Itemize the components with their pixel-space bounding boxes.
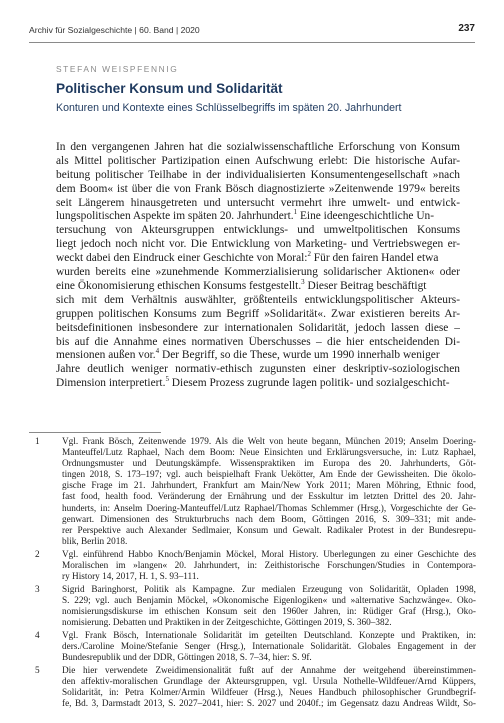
footnote-ref-1[interactable]: 1 [293,208,298,217]
footnote-line: Ordnungsmuster und Deutungskämpfe. Wissenspraktiken im Europa des 20. Jahrhunderts, Göt- [62,459,476,470]
footnotes [29,437,476,712]
body-line: wurden bereits eine »zunehmende Kommerzialisierung solidarischer Aktionen« oder [56,266,460,279]
footnote-number: 1 [35,437,40,447]
footnote-line: Die hier verwendete Zweidimensionalität fußt auf der Annahme der weitgehend übereinstimmen- [62,665,476,676]
body-line: In den vergangenen Jahren hat die sozialwissenschaftliche Erforschung von Konsum [56,141,460,153]
footnote-ref-4[interactable]: 4 [155,347,160,356]
footnote-line: hunderts, in: Anselm Doering-Manteuffel/Lutz Raphael/Thomas Schlemmer (Hrsg.), Vorgeschichte der Ge- [62,503,476,514]
article-title: Politischer Konsum und Solidarität [56,81,283,96]
footnote-line: nomisierungsdiskurse im ethischen Konsum seit den 1960er Jahren, in: Rüdiger Graf (Hrsg.), Öko- [62,606,476,617]
body-line: seit Längerem hinausgetreten und untersucht vermehrt ihre umwelt- und entwick- [56,196,460,209]
footnote-line: Vgl. Frank Bösch, Internationale Solidarität im geteilten Deutschland. Konzepte und Praktiken, in: [62,630,476,641]
footnote-line: Sigrid Baringhorst, Politik als Kampagne. Zur medialen Erzeugung von Solidarität, Opladen 1998, [62,584,476,595]
body-line: als Mittel politischer Partizipation einen Aufschwung erlebt: Die historische Aufar- [56,154,460,167]
footnote-line: ders./Caroline Moine/Stefanie Senger (Hrsg.), Internationale Solidarität. Globales Engagement in der [62,641,476,652]
body-line: beitung politischer Teilhabe in der individualisierten Konsumentengesellschaft »nach [56,168,460,181]
body-line: gruppen politischen Konsums zum Begriff »Solidarität«. Zwar existieren bereits Ar- [56,307,460,320]
body-line: lungspolitischen Aspekte im späten 20. Jahrhundert.$^1$ Eine ideengeschichtliche Un- [56,208,435,223]
body-line: bis auf die Annahme eines normativen Überschusses – die hier entscheidenden Di- [56,335,460,348]
footnote-2 [29,550,476,583]
footnote-line: Solidarität, in: Petra Kolmer/Armin Wildfeuer (Hrsg.), Neues Handbuch philosophischer Grundbegrif- [62,687,476,698]
journal-info: Archiv für Sozialgeschichte | 60. Band | 2020 [29,25,200,35]
body-line: dem Boom« ist über die von Frank Bösch diagnostizierte »Zeitenwende 1979« bereits [56,182,460,195]
body-line: sich mit dem Verhältnis auswählter, größtenteils entwicklungspolitischer Akteurs- [56,293,460,306]
footnote-number: 2 [35,549,40,560]
footnote-line: ry History 14, 2017, H. 1, S. 93–111. [62,571,199,582]
footnote-line: nomisierung. Debatten und Praktiken in der Zeitgeschichte, Göttingen 2019, S. 360–382. [62,617,392,628]
body-line: mensionen außen vor.$^4$ Der Begriff, so die These, wurde um 1990 innerhalb weniger [56,347,440,362]
body-line: beitsdefinitionen insbesondere zur internationalen Solidarität, jedoch lassen diese – [56,321,460,334]
footnote-line: fe, Bd. 3, Darmstadt 2013, S. 2027–2041, hier: S. 2027 und 2040f.; im Gegensatz dazu Andreas Wildt, So- [62,698,476,709]
footnote-line: S. 229; vgl. auch Benjamin Möckel, »Ökonomische Eigenlogiken« und »alternative Sachzwänge«. Öko- [62,595,476,606]
footnote-ref-3[interactable]: 3 [301,278,305,287]
body-line: weckt dabei den Eindruck einer Geschichte von Moral:$^2$ Für den fairen Handel etwa [56,250,439,265]
footnote-line: Bundesrepublik und der DDR, Göttingen 2018, S. 7–34, hier: S. 9f. [62,652,312,663]
footnote-line: Vgl. Frank Bösch, Zeitenwende 1979. Als die Welt von heute begann, München 2019; Anselm Doering- [62,437,476,447]
footnote-line: gische Frage im 21. Jahrhundert, Frankfurt am Main/New York 2011; Maren Möhring, Ethnic food, [62,481,476,492]
footnote-divider [29,432,161,433]
footnote-line: Moralischen im »langen« 20. Jahrhundert, in: Zeithistorische Forschungen/Studies in Contempora- [62,560,476,571]
footnote-line: blik, Berlin 2018. [62,536,128,547]
footnote-line: tingen 2018, S. 173–197; vgl. auch beispielhaft Frank Uekötter, Am Ende der Gewissheiten. Die ökolo- [62,470,476,481]
footnote-ref-2[interactable]: 2 [307,250,311,259]
footnote-line: Manteuffel/Lutz Raphael, Nach dem Boom: Neue Einsichten und Erklärungsversuche, in: Lutz Raphael, [62,448,476,459]
footnote-line: fast food, health food. Veränderung der Ernährung und der Esskultur im letzten Drittel des 20. Jahr- [62,492,476,503]
header-divider [29,42,475,43]
body-text [56,141,460,391]
footnote-line: rer Perspektive auch Alexander Sedlmaier, Konsum und Gewalt. Radikaler Protest in der Bundesrepu- [62,525,476,536]
footnote-5 [29,666,476,710]
footnote-line: Vgl. einführend Habbo Knoch/Benjamin Möckel, Moral History. Überlegungen zu einer Geschichte des [62,549,476,560]
body-line: eine Ökonomisierung ethischen Konsums festgestellt.$^3$ Dieser Beitrag beschäftigt [56,278,427,292]
running-head [29,22,475,38]
body-line: tersuchung von Akteursgruppen entwicklungs- und umweltpolitischen Konsums [56,224,460,237]
article-author: STEFAN WEISPFENNIG [56,64,179,74]
body-line: Dimension interpretiert.$^5$ Diesem Prozess zugrunde lagen politik- und sozialgeschicht- [56,375,450,390]
body-line: Jahre deutlich weniger normativ-ethisch zugunsten einer deskriptiv-soziologischen [56,363,460,376]
footnote-ref-5[interactable]: 5 [165,375,169,384]
article-subtitle: Konturen und Kontexte eines Schlüsselbegriffs im späten 20. Jahrhundert [56,102,402,114]
footnote-number: 5 [35,665,40,676]
page-number: 237 [458,23,475,34]
footnote-line: den affektiv-moralischen Grundlage der Akteursgruppen, vgl. Ursula Nothelle-Wildfeuer/Arnd Küppers, [62,676,476,687]
footnote-4 [29,631,476,664]
footnote-3 [29,585,476,629]
footnote-number: 4 [35,630,40,641]
footnote-number: 3 [35,584,40,595]
footnote-line: genwart. Dimensionen des Strukturbruchs nach dem Boom, Göttingen 2016, S. 309–331; mit ande- [62,514,476,525]
body-line: liegt jedoch noch nicht vor. Die Entwicklung von Marketing- und Vertriebswegen er- [56,238,460,251]
footnote-1 [29,437,476,548]
